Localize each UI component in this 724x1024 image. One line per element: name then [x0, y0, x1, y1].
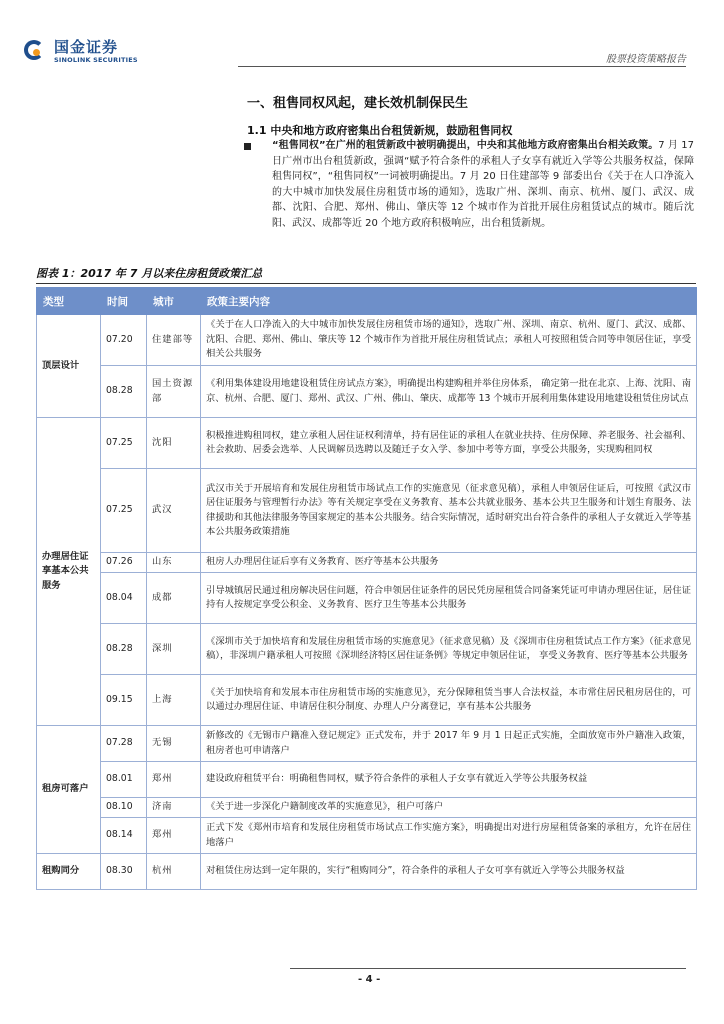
city-cell: 郑州 [147, 818, 201, 854]
subsection-title: 1.1 中央和地方政府密集出台租赁新规，鼓励租售同权 [247, 124, 513, 137]
section-title: 一、租售同权风起，建长效机制保民生 [247, 96, 469, 111]
category-cell: 办理居住证享基本公共服务 [37, 418, 101, 726]
paragraph-lead: “租售同权”在广州的租赁新政中被明确提出，中央和其他地方政府密集出台相关政策。 [272, 140, 659, 151]
header-city: 城市 [147, 288, 201, 315]
city-cell: 杭州 [147, 854, 201, 890]
city-cell: 成都 [147, 573, 201, 624]
table-row [37, 553, 697, 573]
report-type-label: 股票投资策略报告 [606, 54, 686, 65]
city-cell: 国土资源部 [147, 366, 201, 418]
table-row [37, 418, 697, 469]
table-row [37, 762, 697, 798]
city-cell: 郑州 [147, 762, 201, 798]
city-cell: 上海 [147, 675, 201, 726]
table-row [37, 798, 697, 818]
content-cell: 租房人办理居住证后享有义务教育、医疗等基本公共服务 [201, 553, 697, 573]
header-divider [238, 66, 686, 67]
city-cell: 武汉 [147, 469, 201, 553]
table-row [37, 573, 697, 624]
content-cell: 《关于进一步深化户籍制度改革的实施意见》，租户可落户 [201, 798, 697, 818]
category-cell: 顶层设计 [37, 315, 101, 418]
content-cell: 《利用集体建设用地建设租赁住房试点方案》，明确提出构建购租并举住房体系， 确定第一批在北京、上海、沈阳、南京、杭州、合肥、厦门、郑州、武汉、广州、佛山、肇庆、成都等 13 个城市开展利用集体建设用地建设租赁住房试点 [201, 366, 697, 418]
time-cell: 08.01 [101, 762, 147, 798]
content-cell: 引导城镇居民通过租房解决居住问题，符合申领居住证条件的居民凭房屋租赁合同备案凭证可申请办理居住证，居住证持有人按规定享受公积金、义务教育、医疗卫生等基本公共服务 [201, 573, 697, 624]
time-cell: 08.04 [101, 573, 147, 624]
content-cell: 武汉市关于开展培育和发展住房租赁市场试点工作的实施意见（征求意见稿），承租人申领居住证后，可按照《武汉市居住证服务与管理暂行办法》等有关规定享受在义务教育、基本公共就业服务、基本公共卫生服务和计划生育服务、法律援助和其他法律服务等国家规定的基本公共服务。结合实际情况，适时研究出台符合条件的承租人子女就近入学等基本公共服务政策措施 [201, 469, 697, 553]
category-cell: 租房可落户 [37, 726, 101, 854]
city-cell: 济南 [147, 798, 201, 818]
sinolink-logo-icon [24, 40, 48, 64]
table-row [37, 469, 697, 553]
page-number: - 4 - [358, 974, 381, 985]
city-cell: 深圳 [147, 624, 201, 675]
policy-table [36, 287, 697, 890]
footer-divider [290, 968, 686, 969]
content-cell: 建设政府租赁平台：明确租售同权，赋予符合条件的承租人子女享有就近入学等公共服务权益 [201, 762, 697, 798]
city-cell: 山东 [147, 553, 201, 573]
city-cell: 住建部等 [147, 315, 201, 366]
time-cell: 08.28 [101, 366, 147, 418]
content-cell: 《关于加快培育和发展本市住房租赁市场的实施意见》，充分保障租赁当事人合法权益，本市常住居民租房居住的，可以通过办理居住证、申请居住积分制度、办理人户分离登记，享有基本公共服务 [201, 675, 697, 726]
time-cell: 08.14 [101, 818, 147, 854]
figure-caption: 图表 1：2017 年 7 月以来住房租赁政策汇总 [36, 265, 696, 284]
table-row [37, 315, 697, 366]
city-cell: 无锡 [147, 726, 201, 762]
table-header-row [37, 288, 697, 315]
content-cell: 正式下发《郑州市培育和发展住房租赁市场试点工作实施方案》，明确提出对进行房屋租赁备案的承租方，允许在居住地落户 [201, 818, 697, 854]
content-cell: 《关于在人口净流入的大中城市加快发展住房租赁市场的通知》，选取广州、深圳、南京、杭州、厦门、武汉、成都、沈阳、合肥、郑州、佛山、肇庆等 12 个城市作为首批开展住房租赁试点；承租人可按照租赁合同等申领居住证，享受相关公共服务 [201, 315, 697, 366]
content-cell: 新修改的《无锡市户籍准入登记规定》正式发布，并于 2017 年 9 月 1 日起正式实施，全面放宽市外户籍准入政策，租房者也可申请落户 [201, 726, 697, 762]
content-cell: 对租赁住房达到一定年限的，实行“租购同分”，符合条件的承租人子女可享有就近入学等公共服务权益 [201, 854, 697, 890]
logo-chinese-name: 国金证券 [54, 38, 119, 57]
paragraph-body: 7 月 17 日广州市出台租赁新政，强调“赋予符合条件的承租人子女享有就近入学等公共服务权益，保障租售同权”，“租售同权”一词被明确提出。7 月 20 日住建部等 9 部委出台《关于在人口净流入的大中城市加快发展住房租赁市场的通知》，选取广州、深圳、南京、杭州、厦门、武汉、成都、沈阳、合肥、郑州、佛山、肇庆等 12 个城市作为首批开展住房租赁试点的城市。随后沈阳、武汉、成都等近 20 个地方政府积极响应，出台租赁新规。 [272, 140, 694, 229]
table-row [37, 726, 697, 762]
header-content: 政策主要内容 [201, 288, 697, 315]
table-row [37, 854, 697, 890]
table-row [37, 624, 697, 675]
time-cell: 07.26 [101, 553, 147, 573]
table-row [37, 675, 697, 726]
time-cell: 07.28 [101, 726, 147, 762]
header-category: 类型 [37, 288, 101, 315]
time-cell: 07.25 [101, 418, 147, 469]
logo-english-name: SINOLINK SECURITIES [54, 56, 138, 65]
content-cell: 《深圳市关于加快培育和发展住房租赁市场的实施意见》（征求意见稿）及《深圳市住房租赁试点工作方案》（征求意见稿），非深圳户籍承租人可按照《深圳经济特区居住证条例》等规定申领居住证， 享受义务教育、医疗等基本公共服务 [201, 624, 697, 675]
header-time: 时间 [101, 288, 147, 315]
category-cell: 租购同分 [37, 854, 101, 890]
time-cell: 09.15 [101, 675, 147, 726]
table-row [37, 366, 697, 418]
company-logo [24, 40, 138, 64]
bullet-square-icon [244, 143, 251, 150]
time-cell: 08.30 [101, 854, 147, 890]
content-cell: 积极推进购租同权，建立承租人居住证权利清单，持有居住证的承租人在就业扶持、住房保障、养老服务、社会福利、社会救助、居委会选举、人民调解员选聘以及随迁子女入学、参加中考等方面，享受公共服务，实现购租同权 [201, 418, 697, 469]
time-cell: 08.10 [101, 798, 147, 818]
time-cell: 08.28 [101, 624, 147, 675]
bullet-paragraph [244, 138, 694, 231]
city-cell: 沈阳 [147, 418, 201, 469]
time-cell: 07.20 [101, 315, 147, 366]
table-row [37, 818, 697, 854]
time-cell: 07.25 [101, 469, 147, 553]
